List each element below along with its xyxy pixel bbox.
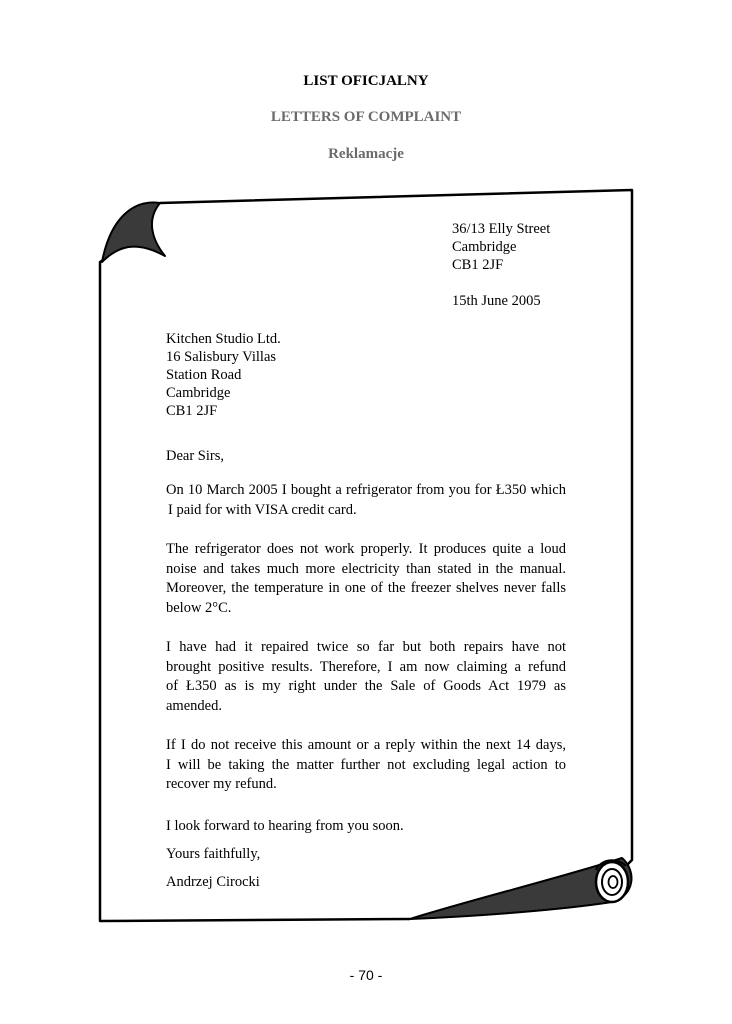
sender-address-line: CB1 2JF bbox=[452, 257, 504, 273]
page-subtitle: LETTERS OF COMPLAINT bbox=[270, 109, 462, 125]
paragraph-line: I will be taking the matter further not excluding legal action to bbox=[166, 756, 566, 773]
paragraph-line: below 2°C. bbox=[166, 599, 232, 616]
recipient-address-line: CB1 2JF bbox=[166, 403, 218, 419]
page-number: - 70 - bbox=[349, 967, 383, 983]
recipient-address-line: Cambridge bbox=[166, 385, 231, 401]
recipient-address-line: 16 Salisbury Villas bbox=[166, 349, 277, 365]
paragraph-line: I have had it repaired twice so far but both repairs have not bbox=[166, 639, 566, 655]
paragraph-line: The refrigerator does not work properly. It produces quite a loud bbox=[166, 541, 566, 557]
salutation: Dear Sirs, bbox=[166, 448, 224, 464]
letter-paragraph-2 bbox=[166, 540, 566, 618]
paragraph-line: of Ł350 as is my right under the Sale of Goods Act 1979 as bbox=[166, 678, 566, 694]
curl-top-left bbox=[102, 203, 165, 262]
letter-paragraph-4 bbox=[166, 736, 566, 795]
page-subtitle-polish: Reklamacje bbox=[328, 146, 404, 162]
paragraph-line: If I do not receive this amount or a reply within the next 14 days, bbox=[166, 737, 566, 753]
letter-paragraph-1 bbox=[166, 481, 566, 520]
paragraph-line: recover my refund. bbox=[166, 776, 277, 792]
paragraph-line: On 10 March 2005 I bought a refrigerator from you for Ł350 which bbox=[166, 482, 566, 498]
closing-line: I look forward to hearing from you soon. bbox=[166, 818, 404, 834]
letter-date: 15th June 2005 bbox=[452, 293, 541, 309]
sign-off: Yours faithfully, bbox=[166, 846, 261, 862]
paragraph-line: I paid for with VISA credit card. bbox=[168, 501, 357, 518]
recipient-address-line: Station Road bbox=[166, 367, 242, 383]
page-title: LIST OFICJALNY bbox=[303, 73, 429, 89]
recipient-address-line: Kitchen Studio Ltd. bbox=[166, 331, 281, 347]
paragraph-line: noise and takes much more electricity than stated in the manual. bbox=[166, 560, 566, 577]
signature-name: Andrzej Cirocki bbox=[166, 874, 260, 890]
letter-paragraph-3 bbox=[166, 638, 566, 716]
paragraph-line: brought positive results. Therefore, I am now claiming a refund bbox=[166, 658, 566, 675]
sender-address-line: 36/13 Elly Street bbox=[452, 221, 551, 237]
sender-address-line: Cambridge bbox=[452, 239, 517, 255]
paragraph-line: Moreover, the temperature in one of the freezer shelves never falls bbox=[166, 580, 566, 596]
paragraph-line: amended. bbox=[166, 697, 222, 714]
